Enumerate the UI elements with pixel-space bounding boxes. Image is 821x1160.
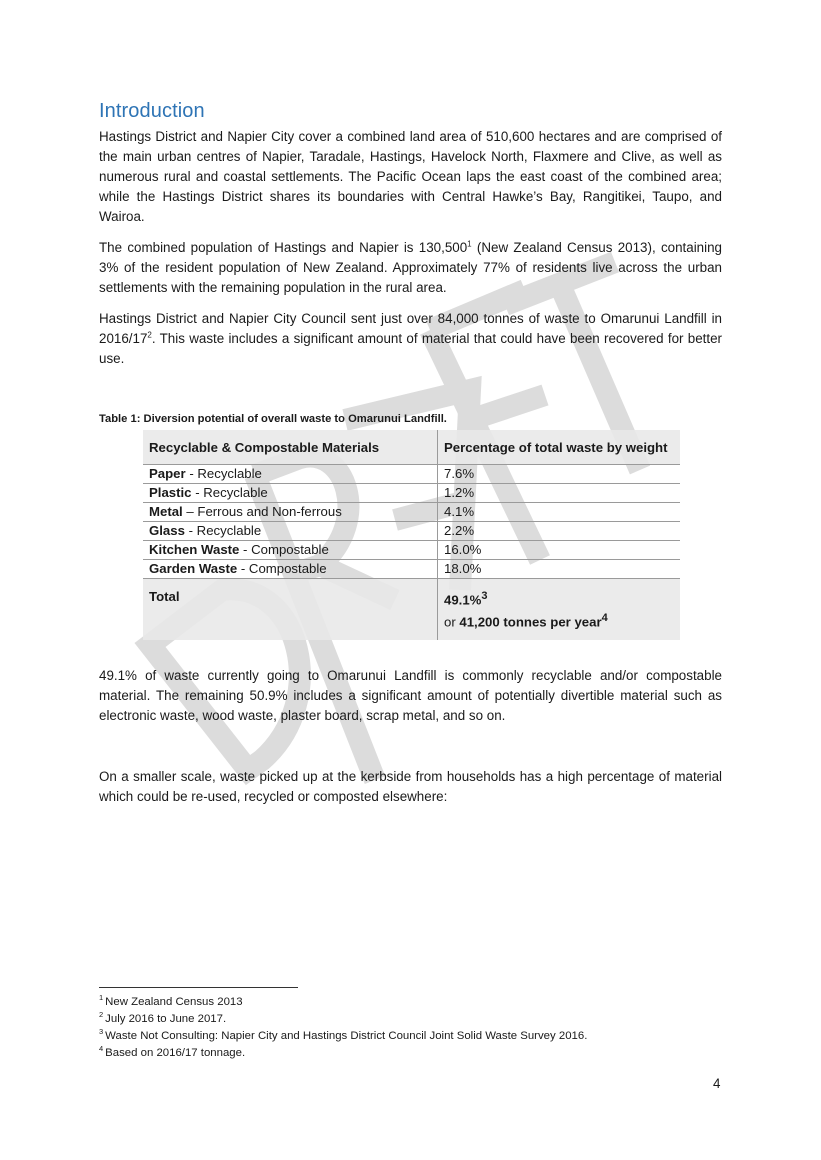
material-sep: - xyxy=(184,523,197,538)
material-cell xyxy=(143,560,438,579)
material-desc: Recyclable xyxy=(203,485,268,500)
footnote-ref-2[interactable]: 2 xyxy=(147,330,152,340)
waste-paragraph xyxy=(99,309,722,369)
footnote-text: New Zealand Census 2013 xyxy=(105,996,243,1008)
footnote-number: 3 xyxy=(99,1027,104,1037)
footnote-ref-4[interactable]: 4 xyxy=(601,612,608,625)
header-percentage: Percentage of total waste by weight xyxy=(438,430,681,465)
percentage-cell: 4.1% xyxy=(438,503,681,522)
material-name: Garden Waste xyxy=(149,561,238,576)
recyclable-paragraph: 49.1% of waste currently going to Omarunui Landfill is commonly recyclable and/or compostable material. The remaining 50.9% includes a significant amount of potentially divertible material such as electronic waste, wood waste, plaster board, scrap metal, and so on. xyxy=(99,668,722,724)
footnote-ref-1[interactable]: 1 xyxy=(467,239,472,249)
page-title: Introduction xyxy=(99,100,205,122)
header-materials: Recyclable & Compostable Materials xyxy=(143,430,438,465)
percentage-cell: 7.6% xyxy=(438,465,681,484)
waste-text-end: . This waste includes a significant amount of material that could have been recovered for better use. xyxy=(99,331,722,367)
material-cell xyxy=(143,484,438,503)
material-name: Glass xyxy=(149,523,185,538)
footnote-item xyxy=(99,1028,587,1045)
table-row xyxy=(143,503,680,522)
table-row xyxy=(143,484,680,503)
percentage-cell: 16.0% xyxy=(438,541,681,560)
footnote-text: Based on 2016/17 tonnage. xyxy=(105,1047,246,1059)
population-text-end: (New Zealand Census 2013), containing 3% of the resident population of New Zealand. Approximately 77% of residents live across the urban settlements with the remaining population in the rural area. xyxy=(99,240,722,296)
material-sep: - xyxy=(191,485,204,500)
material-sep: – xyxy=(182,504,198,519)
material-cell xyxy=(143,503,438,522)
table-row xyxy=(143,541,680,560)
waste-text-start: Hastings District and Napier City Council sent just over 84,000 tonnes of waste to Omarunui Landfill in 2016/17 xyxy=(99,311,722,347)
footnote-ref-3[interactable]: 3 xyxy=(481,590,488,602)
footnote-item xyxy=(99,1045,587,1062)
material-desc: Ferrous and Non-ferrous xyxy=(197,504,342,519)
material-desc: Compostable xyxy=(251,542,329,557)
total-value-cell xyxy=(438,579,681,640)
material-name: Metal xyxy=(149,504,183,519)
total-percentage: 49.1% xyxy=(444,592,482,608)
material-name: Kitchen Waste xyxy=(149,542,240,557)
diversion-table xyxy=(143,430,680,640)
material-cell xyxy=(143,522,438,541)
footnote-number: 2 xyxy=(99,1010,104,1020)
table-row xyxy=(143,560,680,579)
footnote-divider xyxy=(99,987,298,988)
footnote-item xyxy=(99,1011,587,1028)
total-tonnes: 41,200 tonnes per year xyxy=(459,614,602,630)
total-or: or xyxy=(444,614,460,630)
material-sep: - xyxy=(185,466,198,481)
population-text-start: The combined population of Hastings and Napier is 130,500 xyxy=(99,240,468,255)
table-row xyxy=(143,465,680,484)
total-label: Total xyxy=(143,579,438,640)
material-desc: Recyclable xyxy=(196,523,262,538)
table-row xyxy=(143,522,680,541)
percentage-cell: 2.2% xyxy=(438,522,681,541)
footnotes xyxy=(99,994,587,1062)
page-number: 4 xyxy=(713,1076,721,1091)
table-total-row xyxy=(143,579,680,640)
material-desc: Recyclable xyxy=(197,466,262,481)
material-sep: - xyxy=(239,542,252,557)
material-cell xyxy=(143,541,438,560)
footnote-text: Waste Not Consulting: Napier City and Hastings District Council Joint Solid Waste Survey 2016. xyxy=(105,1030,588,1042)
percentage-cell: 18.0% xyxy=(438,560,681,579)
material-sep: - xyxy=(237,561,249,576)
material-cell xyxy=(143,465,438,484)
table-caption: Table 1: Diversion potential of overall waste to Omarunui Landfill. xyxy=(99,413,447,425)
material-desc: Compostable xyxy=(248,561,327,576)
table-header-row xyxy=(143,430,680,465)
kerbside-paragraph: On a smaller scale, waste picked up at the kerbside from households has a high percentage of material which could be re-used, recycled or composted elsewhere: xyxy=(99,769,722,805)
material-name: Paper xyxy=(149,466,186,481)
footnote-text: July 2016 to June 2017. xyxy=(105,1013,227,1025)
footnote-item xyxy=(99,994,587,1011)
footnote-number: 1 xyxy=(99,993,104,1003)
percentage-cell: 1.2% xyxy=(438,484,681,503)
intro-paragraph: Hastings District and Napier City cover a combined land area of 510,600 hectares and are comprised of the main urban centres of Napier, Taradale, Hastings, Havelock North, Flaxmere and Clive, as well as numerous rural and coastal settlements. The Pacific Ocean laps the east coast of the combined area; while the Hastings District shares its boundaries with Central Hawke’s Bay, Rangitikei, Taupo, and Wairoa. xyxy=(99,129,722,225)
footnote-number: 4 xyxy=(99,1044,104,1054)
population-paragraph xyxy=(99,238,722,298)
material-name: Plastic xyxy=(149,485,192,500)
